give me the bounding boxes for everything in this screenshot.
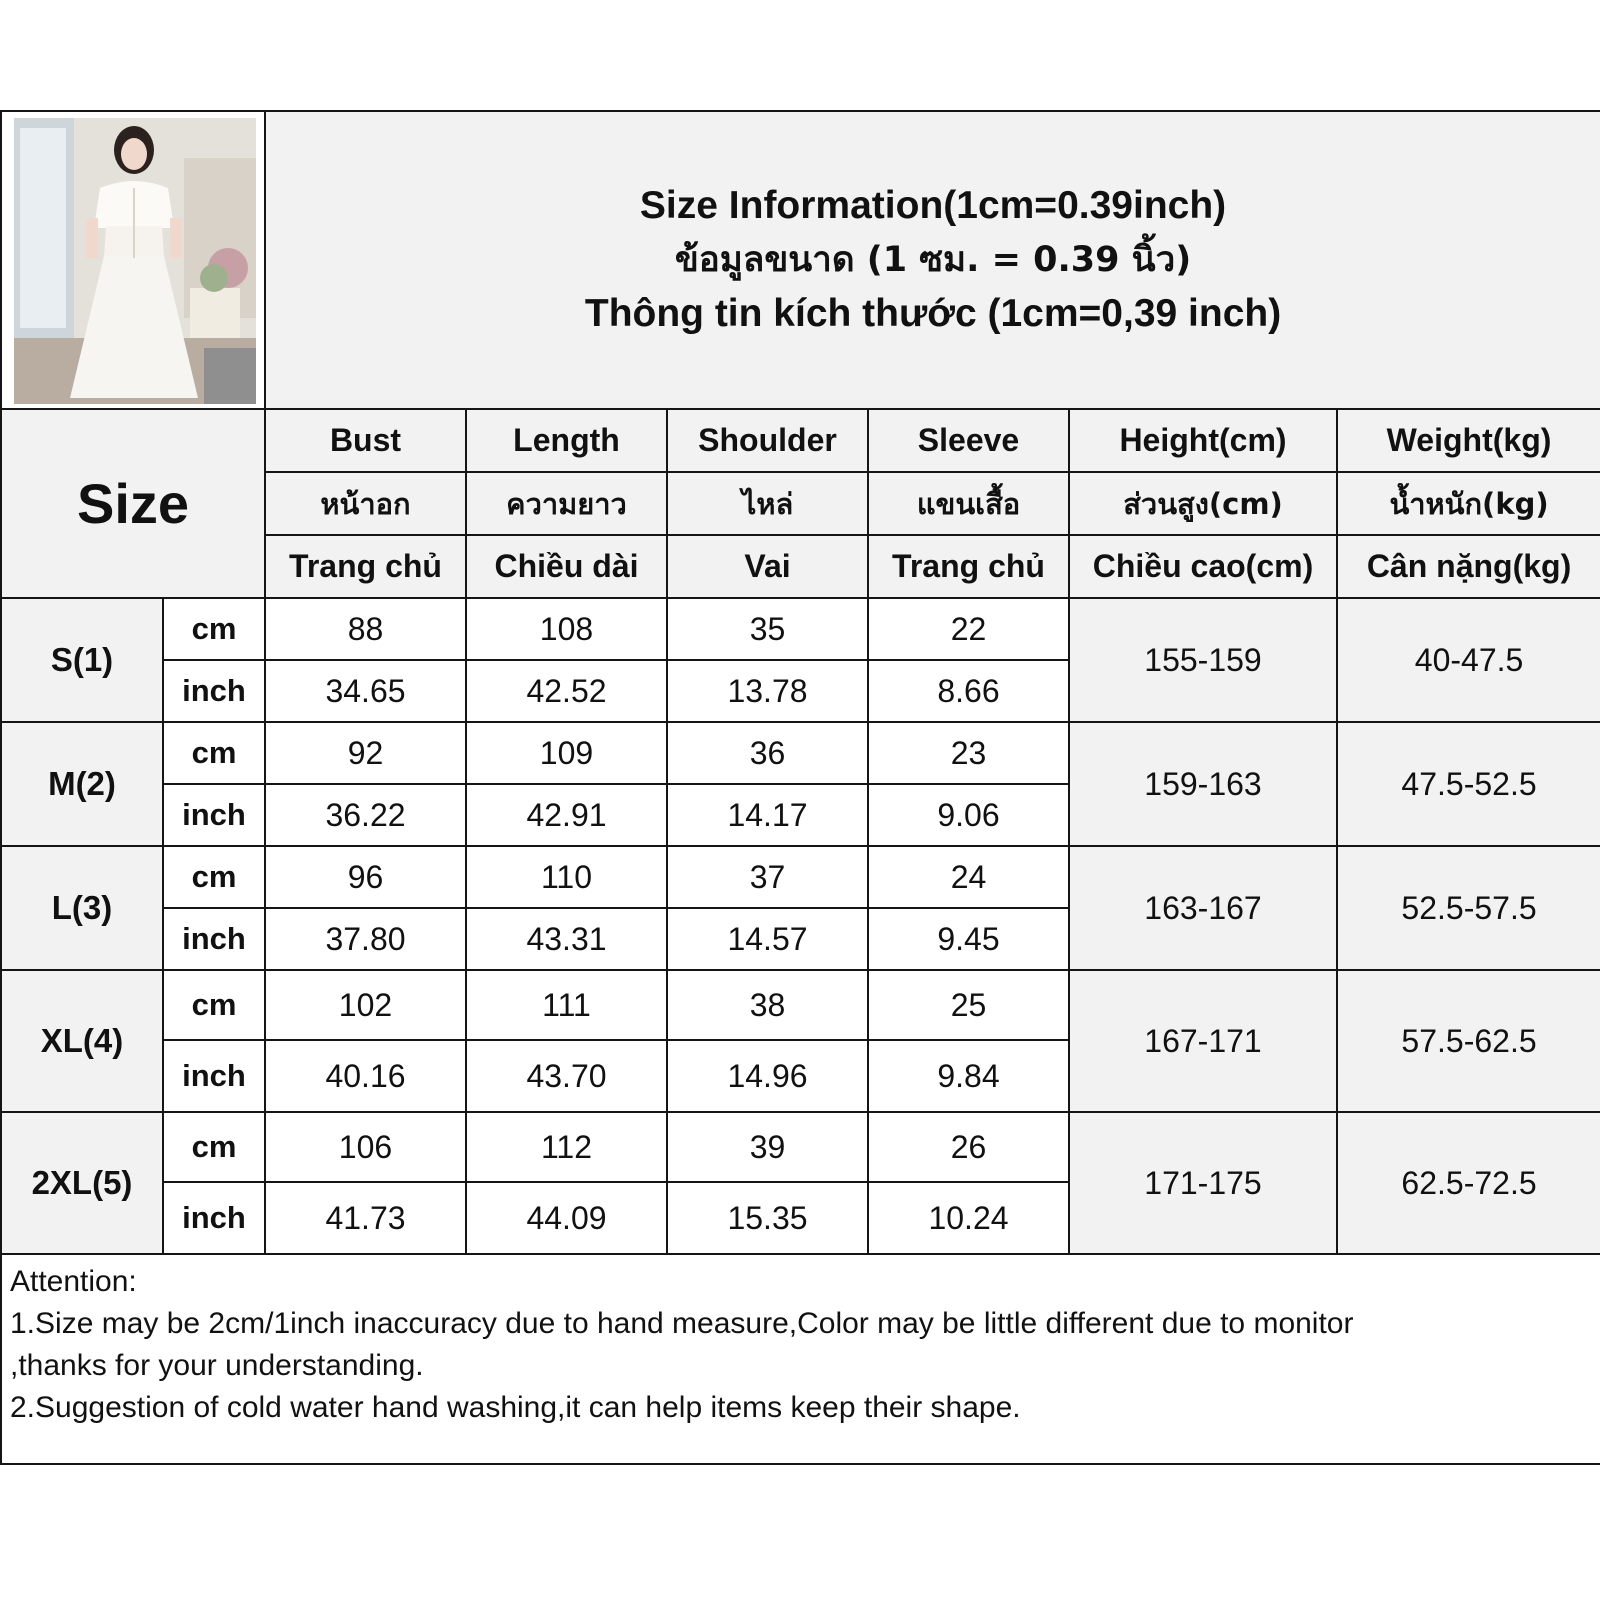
measure-sleeve-inch: 10.24 [868,1182,1069,1254]
measure-shoulder-cm: 36 [667,722,868,784]
column-header-length-en: Length [466,409,667,472]
column-header-length-th: ความยาว [466,472,667,535]
title-thai: ข้อมูลขนาด (1 ซม. = 0.39 นิ้ว) [674,240,1192,280]
measure-shoulder-inch: 14.96 [667,1040,868,1112]
measure-length-cm: 108 [466,598,667,660]
note-line: ,thanks for your understanding. [10,1349,424,1382]
column-header-bust-en: Bust [265,409,466,472]
size-label: L(3) [1,846,163,970]
height-range: 155-159 [1069,598,1337,722]
table-row [1,1112,1600,1182]
attention-notes [1,1254,1600,1464]
column-header-bust-th: หน้าอก [265,472,466,535]
measure-sleeve-cm: 25 [868,970,1069,1040]
unit-label: inch [163,660,265,722]
measure-shoulder-inch: 14.17 [667,784,868,846]
column-header-bust-vi: Trang chủ [265,535,466,598]
column-header-height-th: ส่วนสูง(cm) [1069,472,1337,535]
measure-sleeve-inch: 9.45 [868,908,1069,970]
note-line: 2.Suggestion of cold water hand washing,it can help items keep their shape. [10,1391,1021,1424]
measure-bust-cm: 92 [265,722,466,784]
measure-sleeve-inch: 8.66 [868,660,1069,722]
unit-label: cm [163,846,265,908]
size-label: 2XL(5) [1,1112,163,1254]
measure-length-inch: 44.09 [466,1182,667,1254]
measure-length-cm: 111 [466,970,667,1040]
column-header-weight-en: Weight(kg) [1337,409,1600,472]
measure-bust-cm: 88 [265,598,466,660]
size-table [0,110,1600,1465]
column-header-sleeve-th: แขนเสื้อ [868,472,1069,535]
measure-bust-cm: 106 [265,1112,466,1182]
weight-range: 47.5-52.5 [1337,722,1600,846]
height-range: 171-175 [1069,1112,1337,1254]
table-row [1,722,1600,784]
height-range: 159-163 [1069,722,1337,846]
measure-shoulder-cm: 37 [667,846,868,908]
measure-length-inch: 43.70 [466,1040,667,1112]
size-label: XL(4) [1,970,163,1112]
measure-length-cm: 109 [466,722,667,784]
measure-shoulder-inch: 13.78 [667,660,868,722]
measure-shoulder-inch: 14.57 [667,908,868,970]
note-line: 1.Size may be 2cm/1inch inaccuracy due to hand measure,Color may be little different due to monitor [10,1307,1354,1340]
column-header-weight-vi: Cân nặng(kg) [1337,535,1600,598]
unit-label: cm [163,970,265,1040]
measure-sleeve-cm: 22 [868,598,1069,660]
measure-sleeve-inch: 9.06 [868,784,1069,846]
measure-length-inch: 43.31 [466,908,667,970]
table-row [1,970,1600,1040]
title-english: Size Information(1cm=0.39inch) [639,184,1227,227]
unit-label: cm [163,1112,265,1182]
column-header-shoulder-vi: Vai [667,535,868,598]
product-photo-cell [1,111,265,409]
measure-length-inch: 42.91 [466,784,667,846]
measure-sleeve-cm: 26 [868,1112,1069,1182]
note-line: Attention: [10,1265,137,1298]
measure-bust-cm: 102 [265,970,466,1040]
weight-range: 52.5-57.5 [1337,846,1600,970]
unit-label: inch [163,1182,265,1254]
measure-bust-inch: 37.80 [265,908,466,970]
chart-title-block [265,111,1600,409]
unit-label: cm [163,722,265,784]
height-range: 167-171 [1069,970,1337,1112]
measure-length-cm: 112 [466,1112,667,1182]
size-label: M(2) [1,722,163,846]
size-column-header: Size [1,409,265,598]
unit-label: inch [163,784,265,846]
column-header-sleeve-vi: Trang chủ [868,535,1069,598]
column-header-weight-th: น้ำหนัก(kg) [1337,472,1600,535]
column-header-height-vi: Chiều cao(cm) [1069,535,1337,598]
weight-range: 57.5-62.5 [1337,970,1600,1112]
column-header-sleeve-en: Sleeve [868,409,1069,472]
measure-bust-cm: 96 [265,846,466,908]
table-row [1,846,1600,908]
measure-bust-inch: 41.73 [265,1182,466,1254]
unit-label: inch [163,908,265,970]
size-label: S(1) [1,598,163,722]
measure-shoulder-inch: 15.35 [667,1182,868,1254]
measure-sleeve-inch: 9.84 [868,1040,1069,1112]
measure-sleeve-cm: 23 [868,722,1069,784]
measure-bust-inch: 36.22 [265,784,466,846]
height-range: 163-167 [1069,846,1337,970]
column-header-height-en: Height(cm) [1069,409,1337,472]
unit-label: cm [163,598,265,660]
weight-range: 40-47.5 [1337,598,1600,722]
measure-shoulder-cm: 35 [667,598,868,660]
title-vietnamese: Thông tin kích thước (1cm=0,39 inch) [584,292,1282,335]
measure-sleeve-cm: 24 [868,846,1069,908]
size-chart [0,110,1600,1488]
column-header-shoulder-en: Shoulder [667,409,868,472]
weight-range: 62.5-72.5 [1337,1112,1600,1254]
measure-length-inch: 42.52 [466,660,667,722]
model-dress-illustration [14,118,256,404]
product-photo [14,118,256,404]
column-header-length-vi: Chiều dài [466,535,667,598]
measure-shoulder-cm: 38 [667,970,868,1040]
measure-bust-inch: 40.16 [265,1040,466,1112]
unit-label: inch [163,1040,265,1112]
measure-bust-inch: 34.65 [265,660,466,722]
measure-shoulder-cm: 39 [667,1112,868,1182]
measure-length-cm: 110 [466,846,667,908]
table-row [1,598,1600,660]
column-header-shoulder-th: ไหล่ [667,472,868,535]
